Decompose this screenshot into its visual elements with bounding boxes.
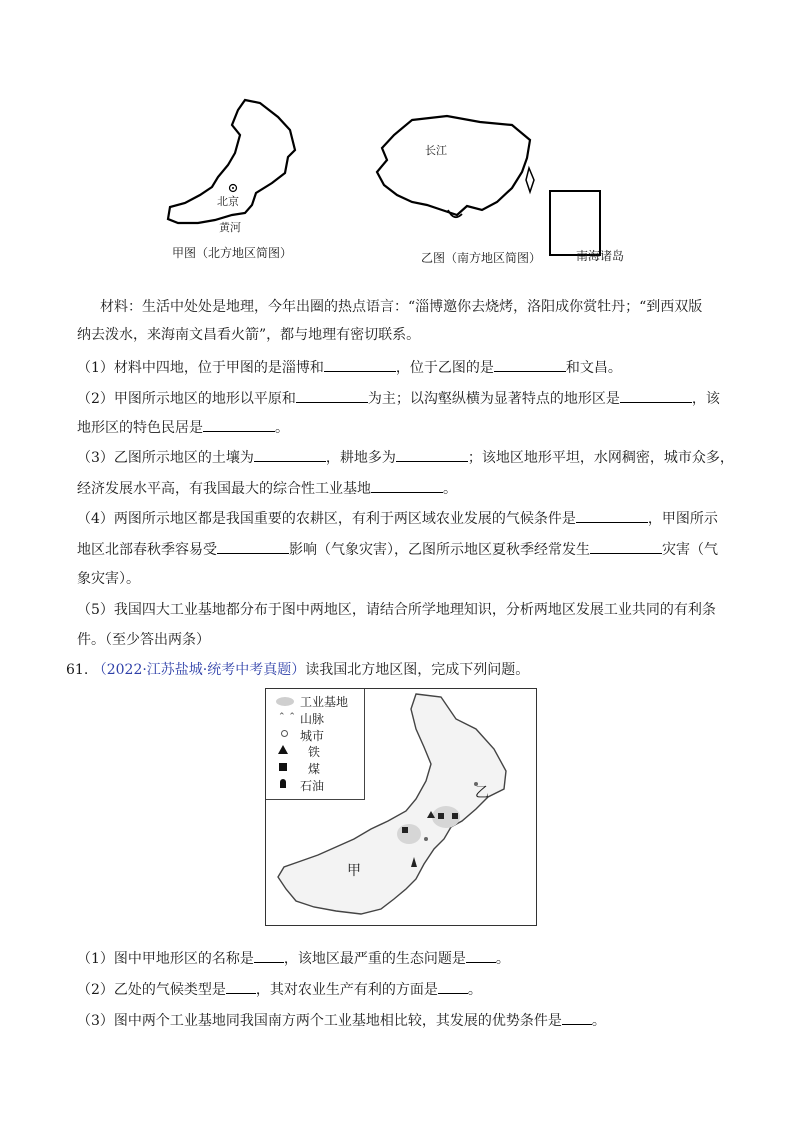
sub-question-1: （1）图中甲地形区的名称是 ，该地区最严重的生态问题是 。 [77, 947, 510, 969]
question-number: 61. [66, 662, 89, 678]
material-line-2: 纳去泼水，来海南文昌看火箭”，都与地理有密切联系。 [77, 327, 421, 343]
map-legend: 工业基地 ⌃ ⌃ 山脉 城市 铁 煤 石油 [266, 689, 365, 800]
question-5: （5）我国四大工业基地都分布于图中两地区，请结合所学地理知识，分析两地区发展工业共同的有利条 [77, 602, 716, 618]
question-61-heading: 61. （2022·江苏盐城·统考中考真题）读我国北方地区图，完成下列问题。 [66, 662, 530, 678]
label-yi: 乙 [475, 785, 489, 801]
answer-blank[interactable] [576, 507, 648, 523]
material-line-1: 材料：生活中处处是地理，今年出圈的热点语言：“淄博邀你去烧烤，洛阳成你赏牡丹；“到西双版 [100, 299, 703, 315]
mountain-icon: ⌃ ⌃ [278, 712, 296, 722]
answer-blank[interactable] [620, 387, 692, 403]
answer-blank[interactable] [226, 978, 256, 994]
answer-blank[interactable] [254, 446, 326, 462]
iron-icon [278, 745, 288, 754]
answer-blank[interactable] [590, 538, 662, 554]
label-changjiang: 长江 [425, 144, 447, 157]
question-5-cont: 件。（至少答出两条） [77, 632, 210, 648]
answer-blank[interactable] [562, 1009, 592, 1025]
answer-blank[interactable] [203, 416, 275, 432]
caption-jia-map: 甲图（北方地区简图） [172, 246, 293, 260]
answer-blank[interactable] [254, 947, 284, 963]
label-beijing: 北京 [217, 195, 239, 208]
caption-nanhai: 南海诸岛 [576, 249, 625, 263]
label-huanghe: 黄河 [219, 221, 241, 234]
question-4-cont: 地区北部春秋季容易受 影响（气象灾害），乙图所示地区夏秋季经常发生 灾害（气 [77, 538, 718, 560]
answer-blank[interactable] [371, 477, 443, 493]
question-3-cont: 经济发展水平高，有我国最大的综合性工业基地 。 [77, 477, 457, 499]
answer-blank[interactable] [396, 446, 468, 462]
label-jia: 甲 [347, 863, 361, 879]
question-4: （4）两图所示地区都是我国重要的农耕区，有利于两区域农业发展的气候条件是 ，甲图所示 [77, 507, 718, 529]
oil-icon [280, 779, 286, 788]
answer-blank[interactable] [494, 356, 566, 372]
answer-blank[interactable] [217, 538, 289, 554]
answer-blank[interactable] [296, 387, 368, 403]
question-1: （1）材料中四地，位于甲图的是淄博和 ，位于乙图的是 和文昌。 [77, 356, 622, 378]
question-source[interactable]: （2022·江苏盐城·统考中考真题） [92, 662, 306, 678]
caption-yi-map: 乙图（南方地区简图） [421, 251, 542, 265]
answer-blank[interactable] [324, 356, 396, 372]
sub-question-3: （3）图中两个工业基地同我国南方两个工业基地相比较，其发展的优势条件是 。 [77, 1009, 606, 1031]
coal-icon [279, 763, 287, 771]
south-map-yi [372, 110, 537, 235]
answer-blank[interactable] [438, 978, 468, 994]
industrial-base-icon [276, 697, 294, 706]
question-2: （2）甲图所示地区的地形以平原和 为主；以沟壑纵横为显著特点的地形区是 ，该 [77, 387, 720, 409]
sub-question-2: （2）乙处的气候类型是 ，其对农业生产有利的方面是 。 [77, 978, 482, 1000]
question-3: （3）乙图所示地区的土壤为 ，耕地多为 ；该地区地形平坦，水网稠密，城市众多， [77, 446, 734, 468]
question-2-cont: 地形区的特色民居是 。 [77, 416, 289, 438]
question-4-cont-2: 象灾害）。 [77, 571, 140, 587]
north-region-map [265, 688, 537, 926]
city-icon [281, 730, 288, 737]
answer-blank[interactable] [466, 947, 496, 963]
